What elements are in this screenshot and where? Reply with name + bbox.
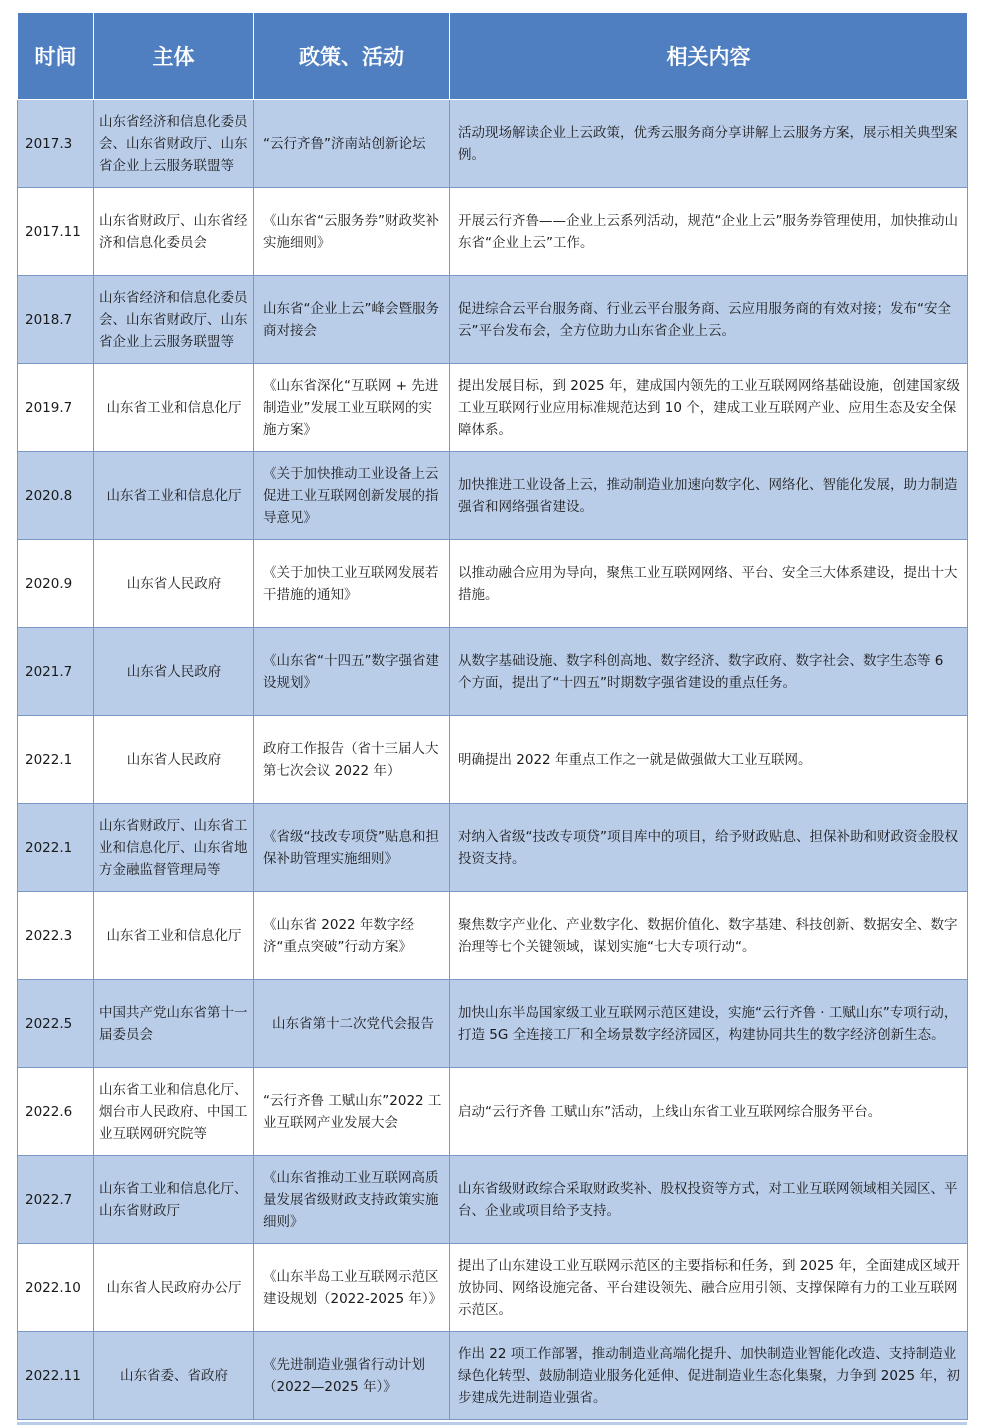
table-row [18, 980, 968, 1068]
cell-content: 山东省级财政综合采取财政奖补、股权投资等方式，对工业互联网领域相关园区、平台、企业或项目给予支持。 [450, 1156, 968, 1244]
cell-subject: 山东省财政厅、山东省工业和信息化厅、山东省地方金融监督管理局等 [94, 804, 254, 892]
cell-policy: 《山东省深化“互联网 + 先进制造业”发展工业互联网的实施方案》 [254, 364, 450, 452]
cell-date: 2022.1 [18, 804, 94, 892]
cell-policy: 《关于加快工业互联网发展若干措施的通知》 [254, 540, 450, 628]
table-row [18, 804, 968, 892]
cell-policy: 《山东半岛工业互联网示范区建设规划（2022-2025 年）》 [254, 1244, 450, 1332]
cell-content: 加快山东半岛国家级工业互联网示范区建设，实施“云行齐鲁 · 工赋山东”专项行动，打造 5G 全连接工厂和全场景数字经济园区，构建协同共生的数字经济创新生态。 [450, 980, 968, 1068]
cell-policy: “云行齐鲁 工赋山东”2022 工业互联网产业发展大会 [254, 1068, 450, 1156]
cell-date: 2019.7 [18, 364, 94, 452]
table-row [18, 1332, 968, 1420]
cell-content: 对纳入省级“技改专项贷”项目库中的项目，给予财政贴息、担保补助和财政资金股权投资支持。 [450, 804, 968, 892]
cell-policy: 山东省第十二次党代会报告 [254, 980, 450, 1068]
cell-subject: 山东省工业和信息化厅 [94, 364, 254, 452]
cell-date: 2022.10 [18, 1244, 94, 1332]
cell-policy: 《关于加快推动工业设备上云 促进工业互联网创新发展的指导意见》 [254, 452, 450, 540]
cell-content: 促进综合云平台服务商、行业云平台服务商、云应用服务商的有效对接；发布“安全云”平台发布会，全方位助力山东省企业上云。 [450, 276, 968, 364]
cell-policy: 《山东省推动工业互联网高质量发展省级财政支持政策实施细则》 [254, 1156, 450, 1244]
cell-date: 2022.1 [18, 716, 94, 804]
cell-policy: 《山东省 2022 年数字经济“重点突破”行动方案》 [254, 892, 450, 980]
cell-policy: 《省级“技改专项贷”贴息和担保补助管理实施细则》 [254, 804, 450, 892]
cell-content: 聚焦数字产业化、产业数字化、数据价值化、数字基建、科技创新、数据安全、数字治理等七个关键领域，谋划实施“七大专项行动“。 [450, 892, 968, 980]
cell-subject: 山东省工业和信息化厅 [94, 892, 254, 980]
table-row [18, 364, 968, 452]
cell-date: 2022.3 [18, 892, 94, 980]
cell-content: 明确提出 2022 年重点工作之一就是做强做大工业互联网。 [450, 716, 968, 804]
cell-date: 2022.5 [18, 980, 94, 1068]
cell-subject: 山东省人民政府办公厅 [94, 1244, 254, 1332]
cell-content: 作出 22 项工作部署，推动制造业高端化提升、加快制造业智能化改造、支持制造业绿色化转型、鼓励制造业服务化延伸、促进制造业生态化集聚，力争到 2025 年，初步建成先进制造业强省。 [450, 1332, 968, 1420]
cell-subject: 山东省工业和信息化厅、烟台市人民政府、中国工业互联网研究院等 [94, 1068, 254, 1156]
header-content: 相关内容 [450, 13, 968, 100]
table-row [18, 716, 968, 804]
cell-subject: 山东省经济和信息化委员会、山东省财政厅、山东省企业上云服务联盟等 [94, 276, 254, 364]
cell-content: 启动“云行齐鲁 工赋山东”活动，上线山东省工业互联网综合服务平台。 [450, 1068, 968, 1156]
cell-subject: 中国共产党山东省第十一届委员会 [94, 980, 254, 1068]
cell-date: 2018.7 [18, 276, 94, 364]
cell-date: 2022.11 [18, 1332, 94, 1420]
cell-subject: 山东省委、省政府 [94, 1332, 254, 1420]
cell-subject: 山东省人民政府 [94, 628, 254, 716]
table-row [18, 188, 968, 276]
table-row [18, 1156, 968, 1244]
cell-subject: 山东省人民政府 [94, 716, 254, 804]
cell-date: 2021.7 [18, 628, 94, 716]
cell-subject: 山东省工业和信息化厅、山东省财政厅 [94, 1156, 254, 1244]
table-row [18, 540, 968, 628]
table-row [18, 628, 968, 716]
cell-policy: 政府工作报告（省十三届人大第七次会议 2022 年） [254, 716, 450, 804]
cell-content: 提出了山东建设工业互联网示范区的主要指标和任务，到 2025 年，全面建成区域开放协同、网络设施完备、平台建设领先、融合应用引领、支撑保障有力的工业互联网示范区。 [450, 1244, 968, 1332]
cell-policy: 《山东省“十四五”数字强省建设规划》 [254, 628, 450, 716]
policy-table-container [17, 12, 967, 1420]
cell-policy: 《先进制造业强省行动计划（2022—2025 年）》 [254, 1332, 450, 1420]
header-subject: 主体 [94, 13, 254, 100]
table-bottom-border [17, 1422, 967, 1425]
header-policy: 政策、活动 [254, 13, 450, 100]
cell-content: 提出发展目标，到 2025 年，建成国内领先的工业互联网网络基础设施，创建国家级工业互联网行业应用标准规范达到 10 个，建成工业互联网产业、应用生态及安全保障体系。 [450, 364, 968, 452]
table-row [18, 100, 968, 188]
cell-subject: 山东省财政厅、山东省经济和信息化委员会 [94, 188, 254, 276]
table-row [18, 892, 968, 980]
table-row [18, 452, 968, 540]
table-row [18, 276, 968, 364]
cell-policy: 山东省“企业上云”峰会暨服务商对接会 [254, 276, 450, 364]
cell-date: 2022.7 [18, 1156, 94, 1244]
cell-date: 2022.6 [18, 1068, 94, 1156]
cell-subject: 山东省经济和信息化委员会、山东省财政厅、山东省企业上云服务联盟等 [94, 100, 254, 188]
cell-subject: 山东省人民政府 [94, 540, 254, 628]
cell-content: 活动现场解读企业上云政策，优秀云服务商分享讲解上云服务方案，展示相关典型案例。 [450, 100, 968, 188]
cell-subject: 山东省工业和信息化厅 [94, 452, 254, 540]
cell-content: 从数字基础设施、数字科创高地、数字经济、数字政府、数字社会、数字生态等 6 个方面，提出了“十四五”时期数字强省建设的重点任务。 [450, 628, 968, 716]
cell-date: 2017.3 [18, 100, 94, 188]
header-time: 时间 [18, 13, 94, 100]
cell-content: 开展云行齐鲁——企业上云系列活动，规范“企业上云”服务券管理使用，加快推动山东省“企业上云”工作。 [450, 188, 968, 276]
cell-content: 以推动融合应用为导向，聚焦工业互联网网络、平台、安全三大体系建设，提出十大措施。 [450, 540, 968, 628]
table-row [18, 1244, 968, 1332]
table-row [18, 1068, 968, 1156]
cell-date: 2017.11 [18, 188, 94, 276]
cell-policy: 《山东省“云服务券”财政奖补实施细则》 [254, 188, 450, 276]
cell-date: 2020.8 [18, 452, 94, 540]
cell-content: 加快推进工业设备上云，推动制造业加速向数字化、网络化、智能化发展，助力制造强省和网络强省建设。 [450, 452, 968, 540]
cell-date: 2020.9 [18, 540, 94, 628]
policy-table [17, 12, 968, 1420]
table-header-row [18, 13, 968, 100]
cell-policy: “云行齐鲁”济南站创新论坛 [254, 100, 450, 188]
